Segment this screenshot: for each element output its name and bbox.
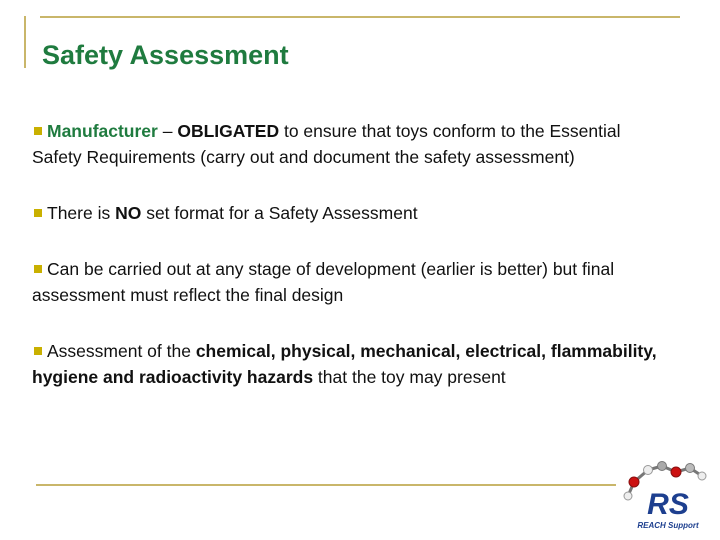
- square-bullet-icon: [34, 265, 42, 273]
- manufacturer-text: Manufacturer: [47, 121, 158, 141]
- bullet-item-1: [32, 118, 672, 170]
- bottom-rule: [36, 484, 616, 486]
- hazards-text: chemical, physical, mechanical, electrical, flammability, hygiene and radioactivity hazards: [32, 341, 657, 387]
- dash-text: –: [157, 121, 178, 141]
- bullet-item-4: [32, 338, 672, 390]
- square-bullet-icon: [34, 347, 42, 355]
- slide-content: [32, 118, 672, 420]
- reach-support-logo: [618, 456, 714, 536]
- logo-caption: REACH Support: [637, 521, 699, 530]
- logo-mark: RS: [647, 488, 689, 521]
- side-rule: [24, 16, 26, 68]
- top-rule: [40, 16, 680, 18]
- bullet-item-3: [32, 256, 672, 308]
- bullet-3-text: Can be carried out at any stage of development (earlier is better) but final assessment must reflect the final design: [32, 259, 615, 305]
- bullet-2-pre: There is: [47, 203, 116, 223]
- bullet-2-rest: set format for a Safety Assessment: [141, 203, 418, 223]
- no-text: NO: [115, 203, 142, 223]
- slide-title: Safety Assessment: [42, 40, 289, 70]
- bullet-item-2: [32, 200, 672, 226]
- bullet-1-rest: to ensure that toys conform to the Essential Safety Requirements (carry out and document the safety assessment): [32, 121, 621, 167]
- bullet-4-rest: that the toy may present: [313, 367, 506, 387]
- square-bullet-icon: [34, 209, 42, 217]
- obligated-text: OBLIGATED: [177, 121, 280, 141]
- bullet-4-pre: Assessment of the: [47, 341, 196, 361]
- square-bullet-icon: [34, 127, 42, 135]
